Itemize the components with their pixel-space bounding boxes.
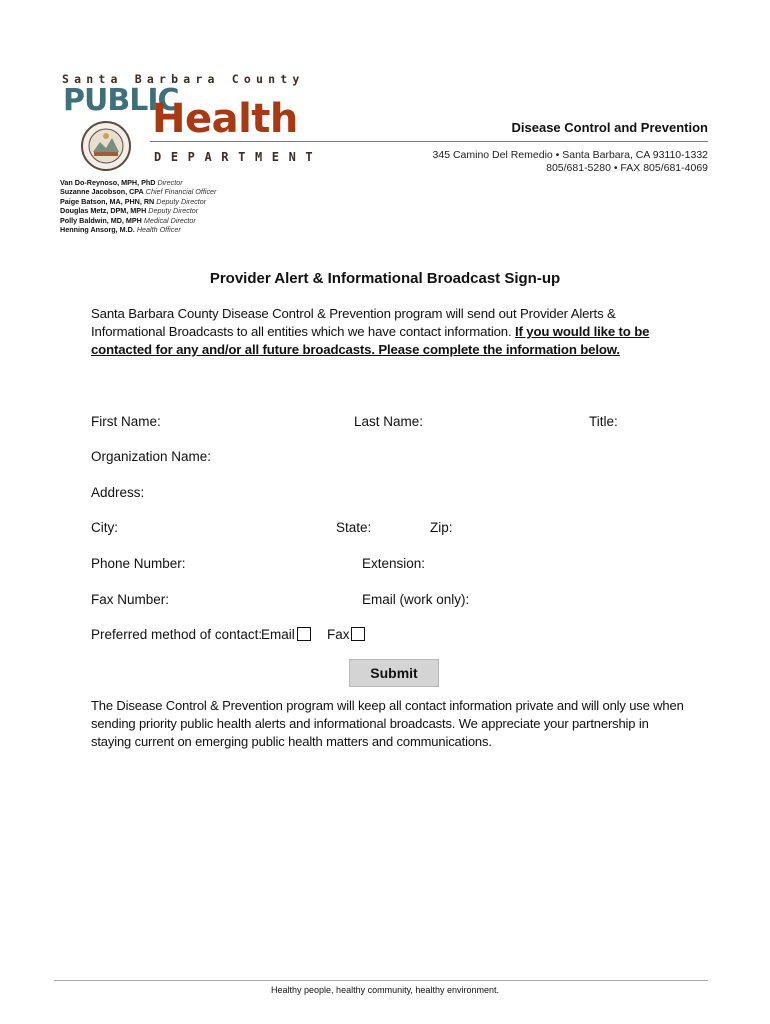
staff-row bbox=[60, 206, 216, 215]
staff-row bbox=[60, 187, 216, 196]
last-name-field[interactable]: Last Name: bbox=[354, 414, 424, 429]
staff-name: Henning Ansorg, M.D. bbox=[60, 225, 135, 235]
division-title: Disease Control and Prevention bbox=[511, 120, 708, 135]
phone-number-field[interactable]: Phone Number: bbox=[91, 556, 186, 571]
staff-title: Health Officer bbox=[136, 225, 181, 235]
staff-row bbox=[60, 225, 216, 234]
logo-public-text: PUBLIC bbox=[63, 83, 179, 118]
closing-paragraph: The Disease Control & Prevention program will keep all contact information private and will only use when sending priority public health alerts and informational broadcasts. We appreciate your partnership in staying current on emerging public health matters and communications. bbox=[91, 698, 684, 749]
staff-row bbox=[60, 178, 216, 187]
state-field[interactable]: State: bbox=[336, 520, 372, 535]
header-divider bbox=[150, 141, 708, 142]
staff-title: Medical Director bbox=[143, 215, 196, 225]
staff-row bbox=[60, 216, 216, 225]
zip-field[interactable]: Zip: bbox=[430, 520, 453, 535]
preferred-contact-label: Preferred method of contact: bbox=[91, 627, 263, 642]
address-line-2: 805/681-5280 • FAX 805/681-4069 bbox=[546, 162, 708, 174]
address-line-1: 345 Camino Del Remedio • Santa Barbara, CA 93110-1332 bbox=[432, 149, 708, 161]
footer-divider bbox=[54, 980, 708, 981]
fax-checkbox[interactable] bbox=[351, 627, 365, 641]
staff-title: Deputy Director bbox=[156, 196, 207, 206]
email-field[interactable]: Email (work only): bbox=[362, 592, 470, 607]
logo-department-text: DEPARTMENT bbox=[154, 150, 323, 164]
first-name-field[interactable]: First Name: bbox=[91, 414, 161, 429]
staff-list bbox=[60, 178, 216, 234]
footer-tagline: Healthy people, healthy community, healthy environment. bbox=[271, 985, 499, 995]
staff-name: Van Do-Reynoso, MPH, PhD bbox=[60, 178, 156, 187]
staff-title: Chief Financial Officer bbox=[145, 187, 217, 197]
staff-title: Deputy Director bbox=[148, 206, 199, 216]
staff-title: Director bbox=[157, 178, 183, 187]
staff-row bbox=[60, 197, 216, 206]
email-option-label: Email bbox=[261, 627, 295, 642]
intro-paragraph bbox=[91, 305, 683, 359]
address-field[interactable]: Address: bbox=[91, 485, 145, 500]
staff-name: Paige Batson, MA, PHN, RN bbox=[60, 196, 155, 206]
division-address bbox=[433, 149, 708, 175]
title-field[interactable]: Title: bbox=[589, 414, 618, 429]
intro-emphasis: If you would like to be contacted for any and/or all future broadcasts. Please complete the information below. bbox=[91, 324, 650, 357]
intro-text: Santa Barbara County Disease Control & Prevention program will send out Provider Alerts & Informational Broadcasts to all entities which we have contact information. bbox=[91, 306, 616, 339]
county-seal-icon bbox=[80, 120, 132, 172]
extension-field[interactable]: Extension: bbox=[362, 556, 426, 571]
logo-health-text: Health bbox=[152, 96, 298, 142]
staff-name: Polly Baldwin, MD, MPH bbox=[60, 215, 142, 225]
city-field[interactable]: City: bbox=[91, 520, 118, 535]
organization-name-field[interactable]: Organization Name: bbox=[91, 449, 212, 464]
fax-number-field[interactable]: Fax Number: bbox=[91, 592, 170, 607]
staff-name: Douglas Metz, DPM, MPH bbox=[60, 206, 147, 216]
staff-name: Suzanne Jacobson, CPA bbox=[60, 187, 144, 197]
logo-county-text: Santa Barbara County bbox=[62, 72, 305, 86]
form-title: Provider Alert & Informational Broadcast Sign-up bbox=[209, 270, 561, 287]
fax-option-label: Fax bbox=[327, 627, 350, 642]
submit-button[interactable]: Submit bbox=[349, 659, 439, 687]
email-checkbox[interactable] bbox=[297, 627, 311, 641]
